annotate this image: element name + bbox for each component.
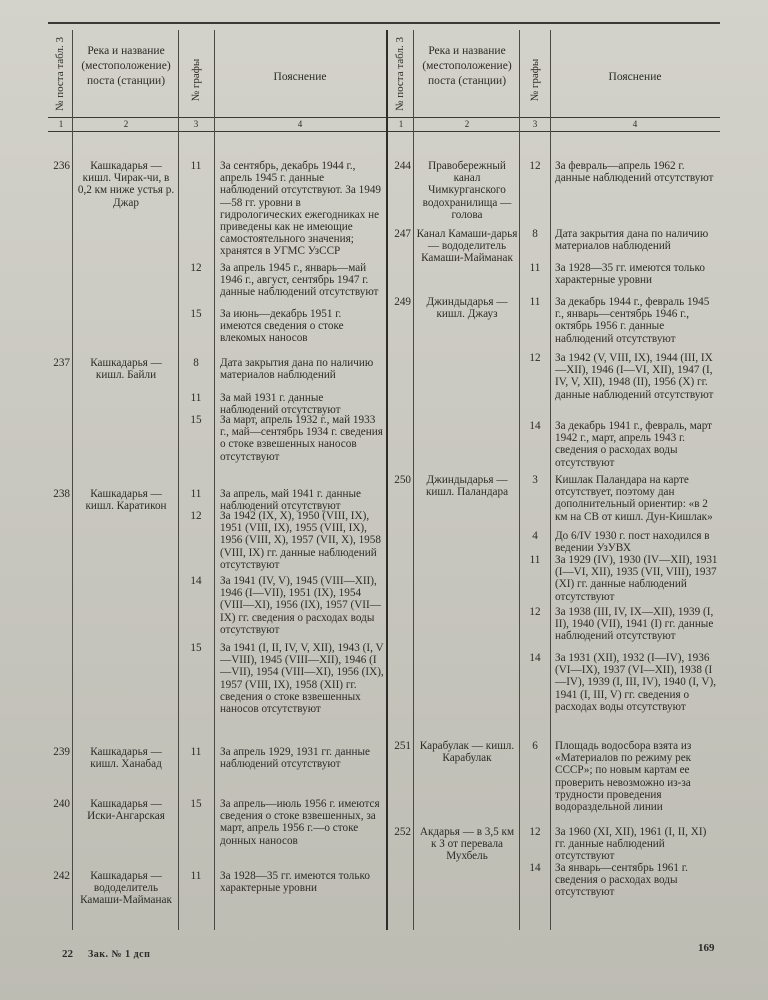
graph-number: 11: [190, 488, 202, 500]
river-name: Кашкадарья — кишл. Чирак-чи, в 0,2 км ниже устья р. Джар: [77, 160, 175, 209]
graph-number: 4: [532, 530, 538, 542]
graph-number: 6: [532, 740, 538, 752]
river-name: Кашкадарья — кишл. Ханабад: [90, 746, 162, 771]
post-number: 249: [394, 296, 411, 308]
note-text: За апрель, май 1941 г. данные наблюдений отсутствуют: [220, 488, 361, 513]
note-text: Кишлак Паландара на карте отсутствует, поэтому дан дополнительный ориентир: «в 2 км на СВ от кишл. Дун-Кишлак»: [555, 474, 713, 523]
river-name: Кашкадарья — кишл. Каратикон: [85, 488, 167, 513]
note-text: За июнь—декабрь 1951 г. имеются сведения о стоке влекомых наносов: [220, 308, 344, 345]
colnum: 1: [58, 119, 64, 129]
header-river: Река и название (местоположение) поста (станции): [81, 45, 171, 87]
graph-number: 11: [190, 392, 202, 404]
post-number: 250: [394, 474, 411, 486]
note-text: За 1928—35 гг. имеются только характерные уровни: [220, 870, 370, 895]
colnum: 3: [532, 119, 538, 129]
note-text: За декабрь 1944 г., февраль 1945 г., январь—сентябрь 1946 г., октябрь 1956 г. данные наблюдений отсутствуют: [555, 296, 710, 345]
graph-number: 12: [529, 826, 541, 838]
graph-number: 8: [193, 357, 199, 369]
note-text: За 1931 (XII), 1932 (I—IV), 1936 (VI—IX), 1937 (VI—XII), 1938 (I—IV), 1939 (I, III, IV), 1940 (I, V), 1941 (I, III, V) гг. сведения о расходах воды отсутствуют: [555, 652, 717, 713]
graph-number: 12: [190, 510, 202, 522]
note-text: Дата закрытия дана по наличию материалов наблюдений: [555, 228, 709, 253]
note-text: За апрель 1929, 1931 гг. данные наблюдений отсутствуют: [220, 746, 370, 771]
post-number: 237: [53, 357, 70, 369]
graph-number: 11: [529, 262, 541, 274]
river-name: Джиндыдарья — кишл. Паландара: [425, 474, 509, 499]
note-text: За 1928—35 гг. имеются только характерные уровни: [555, 262, 705, 287]
header-post-no: № поста табл. 3: [54, 37, 66, 111]
col-divider: [214, 30, 215, 930]
colnum: 4: [632, 119, 638, 129]
graph-number: 12: [190, 262, 202, 274]
col-divider: [519, 30, 520, 930]
graph-number: 14: [529, 862, 541, 874]
note-text: За 1941 (IV, V), 1945 (VIII—XII), 1946 (I—VII), 1951 (IX), 1954 (VIII—XI), 1956 (IX), 1957 (VII—IX) гг. сведения о расходах воды отсутствуют: [220, 575, 381, 636]
colnum-rule: [48, 131, 720, 132]
post-number: 244: [394, 160, 411, 172]
graph-number: 15: [190, 798, 202, 810]
graph-number: 3: [532, 474, 538, 486]
graph-number: 12: [529, 352, 541, 364]
col-divider: [413, 30, 414, 930]
note-text: За 1942 (V, VIII, IX), 1944 (III, IX—XII), 1946 (I—VI, XII), 1947 (I, IV, V, XII), 1948 (II), 1956 (X) гг. данные наблюдений отсутствуют: [555, 352, 714, 401]
post-number: 240: [53, 798, 70, 810]
colnum: 4: [297, 119, 303, 129]
graph-number: 14: [529, 420, 541, 432]
post-number: 247: [394, 228, 411, 240]
graph-number: 12: [529, 606, 541, 618]
note-text: За март, апрель 1932 г., май 1933 г., май—сентябрь 1934 г. сведения о стоке взвешенных наносов отсутствуют: [220, 414, 383, 463]
note-text: За май 1931 г. данные наблюдений отсутствуют: [220, 392, 341, 417]
graph-number: 8: [532, 228, 538, 240]
graph-number: 14: [529, 652, 541, 664]
header-note: Пояснение: [608, 71, 662, 83]
river-name: Кашкадарья — Иски-Ангарская: [87, 798, 165, 823]
header-river: Река и название (местоположение) поста (станции): [422, 45, 512, 87]
graph-number: 14: [190, 575, 202, 587]
graph-number: 12: [529, 160, 541, 172]
note-text: За январь—сентябрь 1961 г. сведения о расходах воды отсутствуют: [555, 862, 688, 899]
river-name: Акдарья — в 3,5 км к З от перевала Мухбель: [419, 826, 515, 863]
note-text: Дата закрытия дана по наличию материалов наблюдений: [220, 357, 374, 382]
note-text: За 1929 (IV), 1930 (IV—XII), 1931 (I—VI, XII), 1935 (VII, VIII), 1937 (XI) гг. данные наблюдений отсутствуют: [555, 554, 718, 603]
graph-number: 11: [190, 746, 202, 758]
col-divider: [178, 30, 179, 930]
river-name: Джиндыдарья — кишл. Джауз: [426, 296, 508, 321]
note-text: За 1960 (XI, XII), 1961 (I, II, XI) гг. данные наблюдений отсутствуют: [555, 826, 707, 863]
footer-order-mark: Зак. № 1 дсп: [88, 949, 151, 960]
footer-left-number: 22: [62, 948, 73, 960]
note-text: За декабрь 1941 г., февраль, март 1942 г., март, апрель 1943 г. сведения о расходах воды отсутствуют: [555, 420, 713, 469]
colnum: 2: [123, 119, 129, 129]
col-divider: [72, 30, 73, 930]
post-number: 236: [53, 160, 70, 172]
header-post-no: № поста табл. 3: [394, 37, 406, 111]
header-graph-no: № графы: [529, 58, 541, 102]
col-divider: [550, 30, 551, 930]
graph-number: 15: [190, 642, 202, 654]
header-graph-no: № графы: [190, 58, 202, 102]
graph-number: 11: [529, 554, 541, 566]
note-text: За 1941 (I, II, IV, V, XII), 1943 (I, V—VIII), 1945 (VIII—XII), 1946 (I—VII), 1954 (VIII—XI), 1956 (IX), 1957 (VIII, IX), 1958 (XII) гг. сведения о стоке взвешенных наносов отсутствуют: [220, 642, 384, 716]
graph-number: 15: [190, 308, 202, 320]
graph-number: 11: [190, 160, 202, 172]
center-divider: [386, 30, 388, 930]
graph-number: 11: [190, 870, 202, 882]
graph-number: 11: [529, 296, 541, 308]
note-text: За 1938 (III, IV, IX—XII), 1939 (I, II), 1940 (VII), 1941 (I) гг. данные наблюдений отсутствуют: [555, 606, 714, 643]
post-number: 252: [394, 826, 411, 838]
note-text: Площадь водосбора взята из «Материалов по режиму рек СССР»; по новым картам ее проверить невозможно из-за трудности проведения водораздельной линии: [555, 740, 692, 814]
river-name: Кашкадарья — кишл. Байли: [90, 357, 162, 382]
table-top-rule: [48, 22, 720, 24]
river-name: Карабулак — кишл. Карабулак: [419, 740, 515, 765]
river-name: Канал Камаши-дарья — вододелитель Камаши-Майманак: [416, 228, 518, 265]
note-text: За февраль—апрель 1962 г. данные наблюдений отсутствуют: [555, 160, 714, 185]
post-number: 238: [53, 488, 70, 500]
note-text: До 6/IV 1930 г. пост находился в ведении УзУВХ: [555, 530, 710, 555]
note-text: За апрель—июль 1956 г. имеются сведения о стоке взвешенных, за март, апрель 1956 г.—о стоке донных наносов: [220, 798, 380, 847]
note-text: За сентябрь, декабрь 1944 г., апрель 1945 г. данные наблюдений отсутствуют. За 1949—58 гг. уровни в гидрологических ежегодниках не приведены как не имеющие самостоятельного значения; хранятся в УГМС УзССР: [220, 160, 382, 258]
colnum: 1: [398, 119, 404, 129]
graph-number: 15: [190, 414, 202, 426]
colnum: 2: [464, 119, 470, 129]
header-rule: [48, 117, 720, 118]
river-name: Правобережный канал Чимкурганского водохранилища — голова: [422, 160, 512, 221]
post-number: 239: [53, 746, 70, 758]
note-text: За апрель 1945 г., январь—май 1946 г., август, сентябрь 1947 г. данные наблюдений отсутствуют: [220, 262, 379, 299]
note-text: За 1942 (IX, X), 1950 (VIII, IX), 1951 (VIII, IX), 1955 (VIII, IX), 1956 (VIII, X), 1957 (VII, X), 1958 (VIII, IX) гг. данные наблюдений отсутствуют: [220, 510, 381, 571]
colnum: 3: [193, 119, 199, 129]
river-name: Кашкадарья — вододелитель Камаши-Майманак: [80, 870, 172, 907]
page-number: 169: [698, 942, 715, 954]
post-number: 242: [53, 870, 70, 882]
post-number: 251: [394, 740, 411, 752]
header-note: Пояснение: [273, 71, 327, 83]
